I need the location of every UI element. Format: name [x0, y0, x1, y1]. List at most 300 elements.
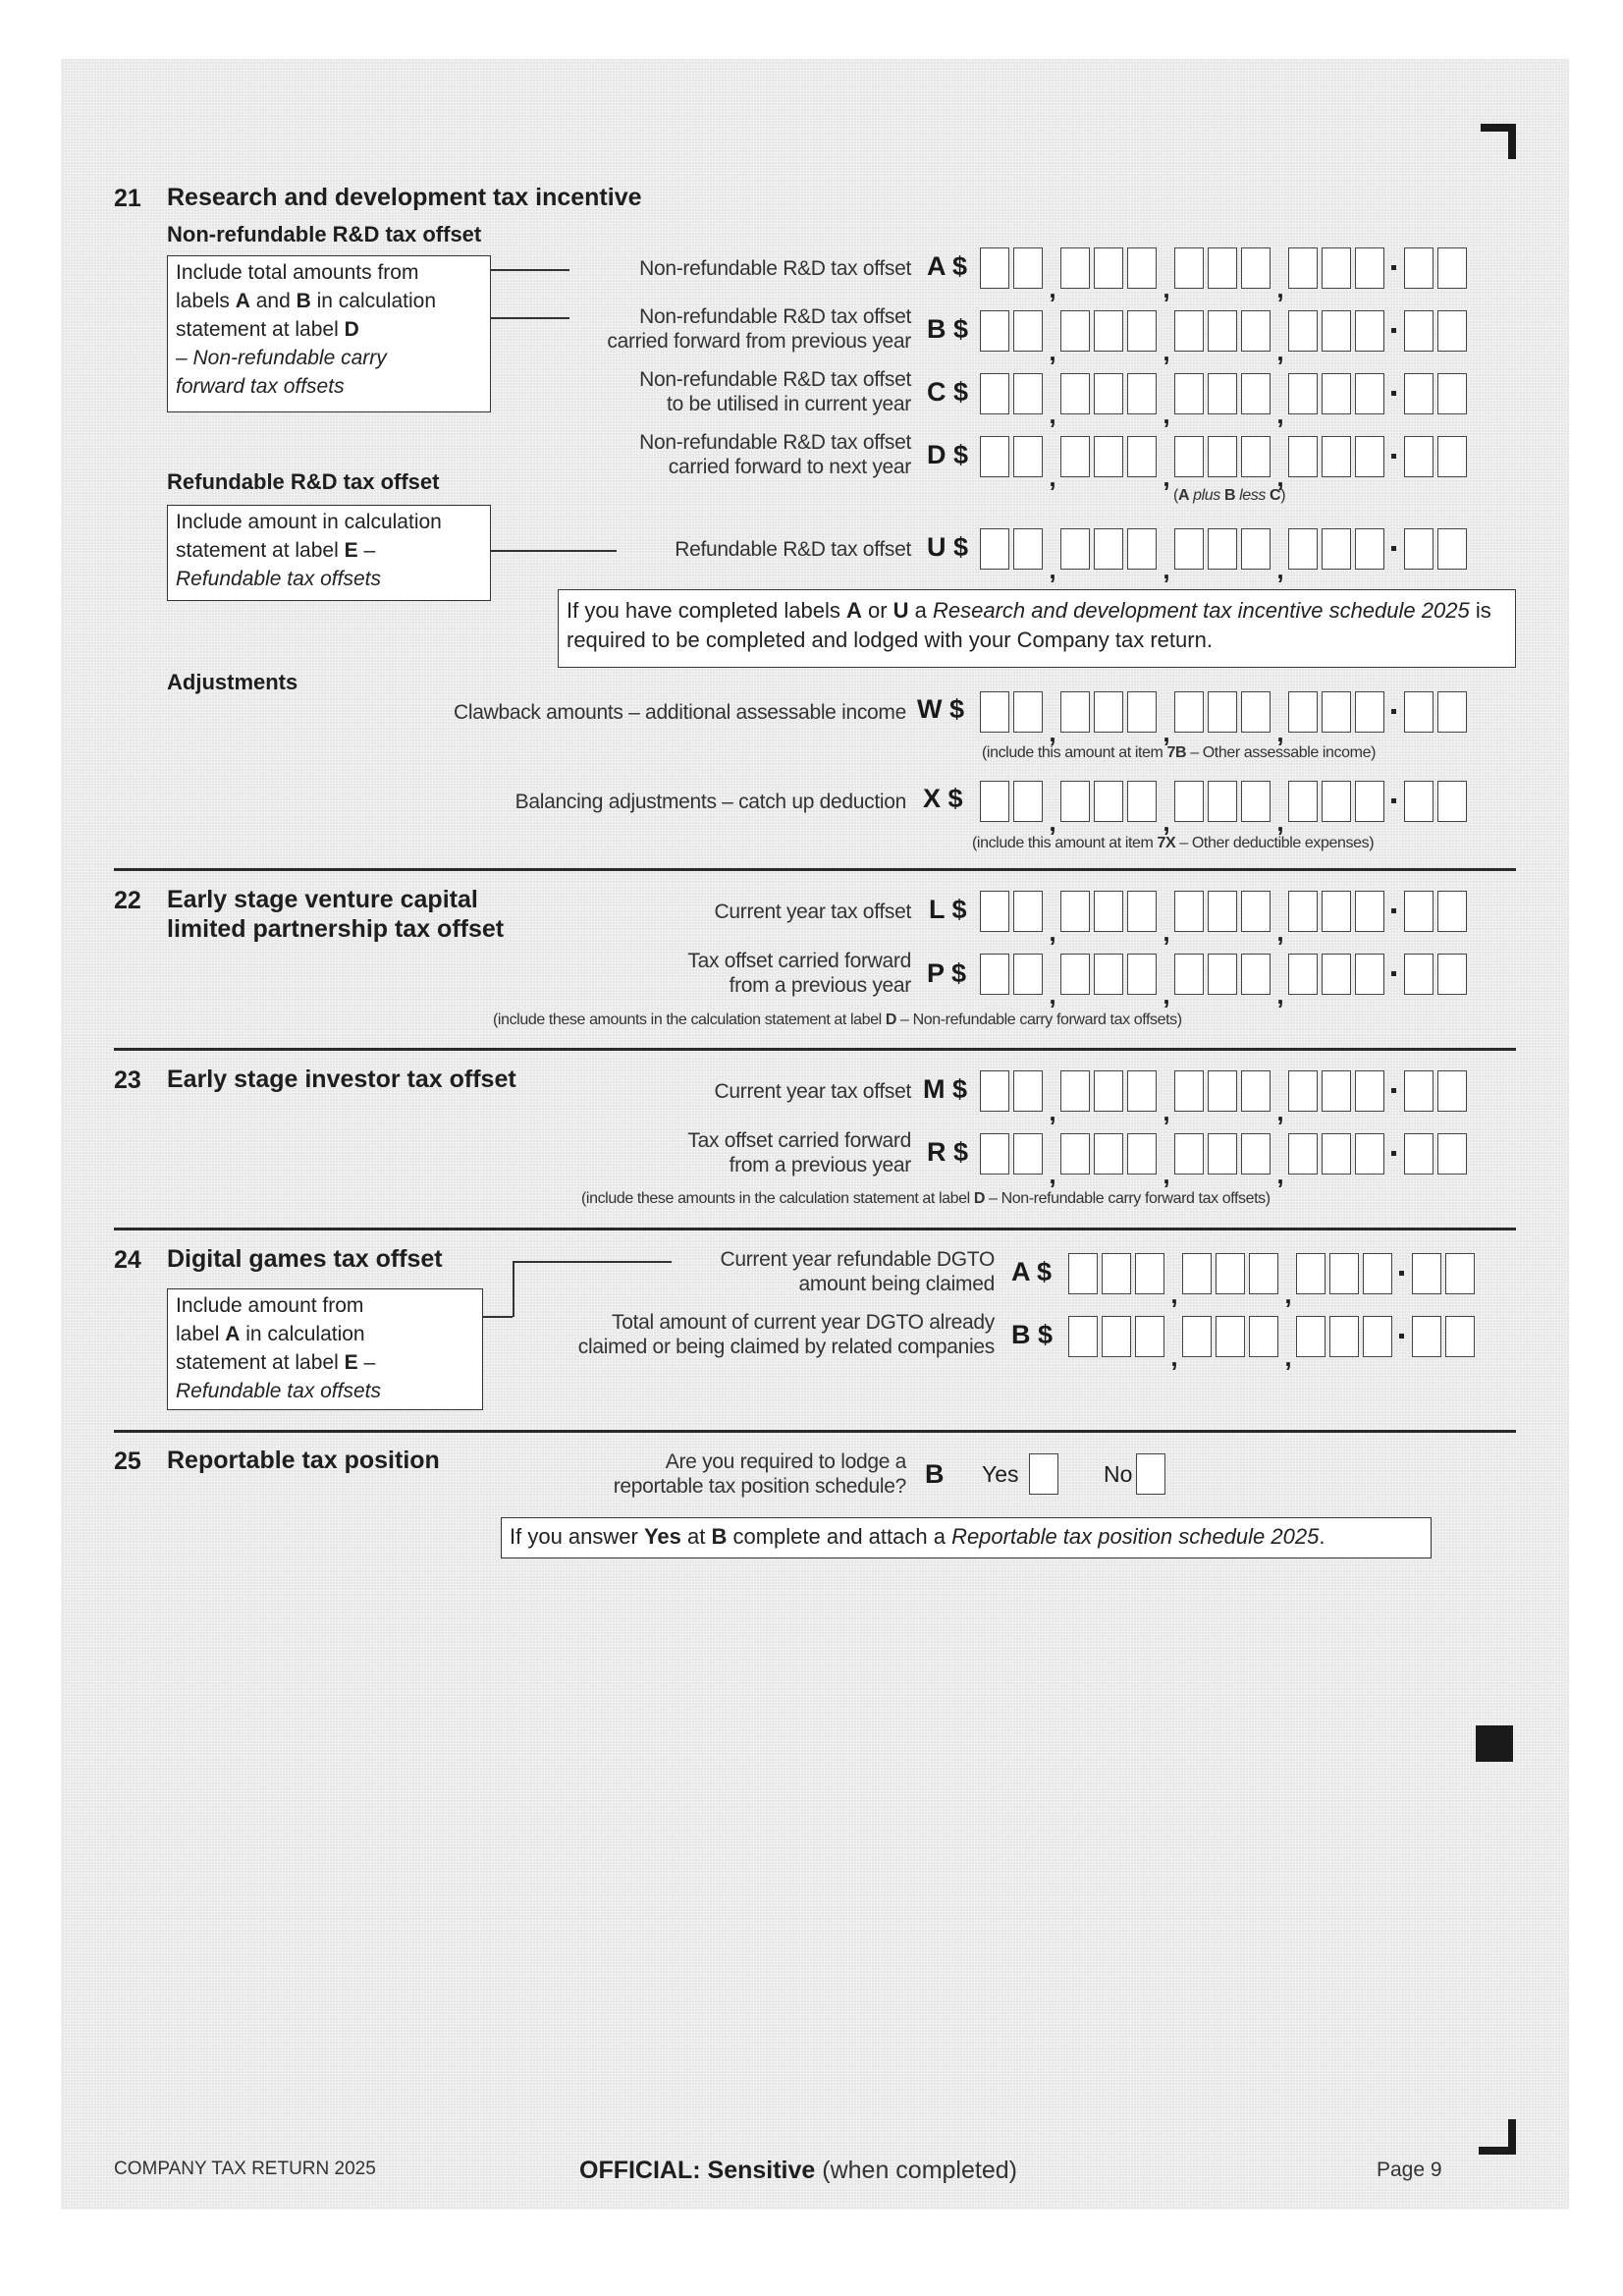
digit-box[interactable] [1174, 373, 1204, 414]
digit-box[interactable] [1174, 247, 1204, 289]
note-line: label A in calculation [176, 1323, 365, 1345]
decimal-point [1388, 781, 1398, 822]
digit-box[interactable] [1322, 954, 1351, 995]
digit-box[interactable] [1208, 247, 1237, 289]
cents-box[interactable] [1412, 1316, 1441, 1357]
field-letter-B: B $ [927, 314, 969, 344]
digit-box[interactable] [1060, 373, 1090, 414]
digit-box[interactable] [1329, 1253, 1359, 1294]
digit-box[interactable] [1296, 1253, 1325, 1294]
digit-box[interactable] [1363, 1253, 1392, 1294]
cents-box[interactable] [1412, 1253, 1441, 1294]
digit-box[interactable] [1127, 891, 1157, 932]
cents-box[interactable] [1437, 310, 1467, 352]
cents-box[interactable] [1404, 436, 1434, 477]
digit-box[interactable] [1127, 691, 1157, 733]
digit-box[interactable] [980, 528, 1009, 570]
digit-box[interactable] [1094, 528, 1123, 570]
digit-box[interactable] [1013, 436, 1043, 477]
digit-box[interactable] [1013, 891, 1043, 932]
digit-box[interactable] [1013, 781, 1043, 822]
digit-box[interactable] [1060, 891, 1090, 932]
digit-box[interactable] [1322, 436, 1351, 477]
field-letter-C: C $ [927, 377, 969, 407]
decimal-point [1388, 891, 1398, 932]
cents-box[interactable] [1437, 373, 1467, 414]
digit-box[interactable] [1355, 247, 1384, 289]
cents-box[interactable] [1404, 954, 1434, 995]
thousands-separator: , [1276, 917, 1284, 947]
cents-box[interactable] [1437, 781, 1467, 822]
digit-box[interactable] [1288, 1133, 1318, 1175]
nonrefundable-instruction-note [167, 255, 491, 412]
thousands-separator: , [1049, 1160, 1056, 1189]
note-line: statement at label D [176, 318, 359, 341]
digit-box[interactable] [1060, 1133, 1090, 1175]
digit-box[interactable] [1322, 1133, 1351, 1175]
thousands-separator: , [1276, 1097, 1284, 1126]
digit-box[interactable] [1013, 1070, 1043, 1112]
digit-box[interactable] [1060, 1070, 1090, 1112]
section-divider [114, 1430, 1516, 1433]
d-formula-hint: (A plus B less C) [1173, 487, 1286, 504]
digit-box[interactable] [1208, 310, 1237, 352]
digit-box[interactable] [980, 691, 1009, 733]
connector-line [491, 550, 617, 552]
nonrefundable-heading: Non-refundable R&D tax offset [167, 222, 482, 246]
digit-box[interactable] [1174, 436, 1204, 477]
footer-form-name: COMPANY TAX RETURN 2025 [114, 2159, 376, 2179]
field-letter-U: U $ [927, 532, 969, 562]
amount-field-R[interactable] [980, 1133, 1471, 1189]
note-line: Include amount from [176, 1294, 364, 1317]
digit-box[interactable] [1288, 954, 1318, 995]
digit-box[interactable] [1322, 781, 1351, 822]
digit-box[interactable] [1208, 436, 1237, 477]
connector-line [491, 317, 569, 319]
thousands-separator: , [1163, 463, 1170, 492]
digit-box[interactable] [1094, 436, 1123, 477]
digit-box[interactable] [1322, 528, 1351, 570]
cents-box[interactable] [1437, 436, 1467, 477]
field-letter-dgto-B: B $ [1011, 1320, 1054, 1349]
digit-box[interactable] [1013, 1133, 1043, 1175]
digit-box[interactable] [1174, 1070, 1204, 1112]
digit-box[interactable] [1060, 528, 1090, 570]
digit-box[interactable] [1322, 691, 1351, 733]
question-title-22: Early stage venture capital limited partnership tax offset [167, 886, 505, 943]
digit-box[interactable] [1208, 954, 1237, 995]
digit-box[interactable] [1355, 891, 1384, 932]
field-label-C: Non-refundable R&D tax offset to be utilised in current year [639, 368, 911, 415]
digit-box[interactable] [1094, 310, 1123, 352]
amount-field-dgto-A[interactable] [1068, 1253, 1479, 1309]
digit-box[interactable] [980, 247, 1009, 289]
thousands-separator: , [1276, 980, 1284, 1010]
thousands-separator: , [1284, 1280, 1292, 1309]
section-divider [114, 1048, 1516, 1051]
adjustments-heading: Adjustments [167, 670, 298, 694]
cents-box[interactable] [1437, 247, 1467, 289]
thousands-separator: , [1049, 274, 1056, 303]
question-number-24: 24 [114, 1246, 141, 1274]
digit-box[interactable] [1355, 1070, 1384, 1112]
question-title-25: Reportable tax position [167, 1447, 440, 1474]
digit-box[interactable] [980, 781, 1009, 822]
digit-box[interactable] [1355, 373, 1384, 414]
thousands-separator: , [1163, 400, 1170, 429]
section-divider [114, 868, 1516, 871]
digit-box[interactable] [1060, 436, 1090, 477]
decimal-point [1388, 436, 1398, 477]
amount-field-L[interactable] [980, 891, 1471, 947]
digit-box[interactable] [1013, 247, 1043, 289]
field-label-X: Balancing adjustments – catch up deduction [514, 791, 906, 813]
field-label-A: Non-refundable R&D tax offset [639, 257, 911, 280]
decimal-point [1388, 691, 1398, 733]
digit-box[interactable] [1355, 954, 1384, 995]
digit-box[interactable] [1127, 247, 1157, 289]
question-number-22: 22 [114, 887, 141, 914]
digit-box[interactable] [1241, 1133, 1271, 1175]
digit-box[interactable] [1208, 373, 1237, 414]
digit-box[interactable] [1208, 781, 1237, 822]
thousands-separator: , [1276, 555, 1284, 584]
digit-box[interactable] [1363, 1316, 1392, 1357]
digit-box[interactable] [1355, 691, 1384, 733]
digit-box[interactable] [1322, 1070, 1351, 1112]
digit-box[interactable] [1094, 781, 1123, 822]
cents-box[interactable] [1437, 1133, 1467, 1175]
digit-box[interactable] [1127, 781, 1157, 822]
w-hint: (include this amount at item 7B – Other assessable income) [982, 744, 1377, 761]
digit-box[interactable] [1174, 954, 1204, 995]
digit-box[interactable] [980, 1133, 1009, 1175]
digit-box[interactable] [1322, 310, 1351, 352]
note-line: Include total amounts from [176, 261, 419, 284]
section-divider [114, 1228, 1516, 1230]
question-number-21: 21 [114, 185, 141, 212]
digit-box[interactable] [1288, 781, 1318, 822]
field-label-M: Current year tax offset [714, 1080, 911, 1103]
thousands-separator: , [1276, 1160, 1284, 1189]
field-label-P: Tax offset carried forward from a previous year [687, 950, 911, 997]
refundable-heading: Refundable R&D tax offset [167, 469, 440, 494]
digit-box[interactable] [1127, 310, 1157, 352]
digit-box[interactable] [1182, 1253, 1212, 1294]
digit-box[interactable] [1127, 1070, 1157, 1112]
thousands-separator: , [1163, 917, 1170, 947]
amount-field-W[interactable] [980, 691, 1471, 747]
question-title-24: Digital games tax offset [167, 1245, 443, 1273]
cents-box[interactable] [1404, 373, 1434, 414]
digit-box[interactable] [1355, 310, 1384, 352]
digit-box[interactable] [1355, 781, 1384, 822]
digit-box[interactable] [1355, 436, 1384, 477]
decimal-point [1388, 310, 1398, 352]
cents-box[interactable] [1437, 528, 1467, 570]
field-letter-W: W $ [917, 694, 965, 724]
digit-box[interactable] [1355, 528, 1384, 570]
x-hint: (include this amount at item 7X – Other deductible expenses) [972, 835, 1375, 851]
digit-box[interactable] [1241, 1070, 1271, 1112]
amount-field-X[interactable] [980, 781, 1471, 837]
yes-label: Yes [982, 1460, 1019, 1487]
cents-box[interactable] [1404, 528, 1434, 570]
dgto-instruction-note [167, 1288, 483, 1410]
digit-box[interactable] [1094, 1133, 1123, 1175]
field-letter-P: P $ [927, 958, 967, 988]
digit-box[interactable] [1094, 373, 1123, 414]
question-number-25: 25 [114, 1448, 141, 1475]
digit-box[interactable] [980, 1070, 1009, 1112]
cents-box[interactable] [1404, 247, 1434, 289]
digit-box[interactable] [1013, 528, 1043, 570]
field-letter-dgto-A: A $ [1011, 1257, 1053, 1286]
thousands-separator: , [1163, 1160, 1170, 1189]
q22-hint: (include these amounts in the calculation statement at label D – Non-refundable carry forward tax offsets) [493, 1011, 1182, 1028]
digit-box[interactable] [1241, 373, 1271, 414]
digit-box[interactable] [1182, 1316, 1212, 1357]
crop-mark-bottom-right [1479, 2147, 1516, 2155]
digit-box[interactable] [1094, 891, 1123, 932]
note-line: labels A and B in calculation [176, 290, 437, 312]
rtp-yes-option[interactable] [982, 1453, 1058, 1495]
q23-hint: (include these amounts in the calculation statement at label D – Non-refundable carry forward tax offsets) [581, 1190, 1271, 1207]
cents-box[interactable] [1404, 1133, 1434, 1175]
digit-box[interactable] [1127, 373, 1157, 414]
digit-box[interactable] [1322, 247, 1351, 289]
cents-box[interactable] [1404, 691, 1434, 733]
field-label-W: Clawback amounts – additional assessable income [454, 701, 906, 724]
rtp-no-option[interactable] [1104, 1453, 1165, 1495]
field-label-U: Refundable R&D tax offset [675, 538, 911, 561]
digit-box[interactable] [1288, 891, 1318, 932]
cents-box[interactable] [1437, 891, 1467, 932]
digit-box[interactable] [1241, 781, 1271, 822]
digit-box[interactable] [1249, 1316, 1278, 1357]
cents-box[interactable] [1404, 891, 1434, 932]
thousands-separator: , [1276, 274, 1284, 303]
thousands-separator: , [1170, 1280, 1178, 1309]
digit-box[interactable] [1355, 1133, 1384, 1175]
thousands-separator: , [1163, 274, 1170, 303]
decimal-point [1388, 373, 1398, 414]
digit-box[interactable] [1060, 691, 1090, 733]
thousands-separator: , [1049, 555, 1056, 584]
note-line: Include amount in calculation [176, 511, 442, 533]
cents-box[interactable] [1404, 781, 1434, 822]
field-letter-X: X $ [923, 784, 963, 813]
cents-box[interactable] [1437, 691, 1467, 733]
note-line: Refundable tax offsets [176, 1380, 381, 1402]
digit-box[interactable] [1068, 1316, 1098, 1357]
digit-box[interactable] [1135, 1253, 1164, 1294]
thousands-separator: , [1049, 400, 1056, 429]
note-line: Refundable tax offsets [176, 568, 381, 590]
connector-line [513, 1261, 514, 1317]
digit-box[interactable] [1068, 1253, 1098, 1294]
thousands-separator: , [1049, 917, 1056, 947]
yes-checkbox[interactable] [1029, 1453, 1058, 1495]
amount-field-B[interactable] [980, 310, 1471, 366]
digit-box[interactable] [1322, 891, 1351, 932]
rd-schedule-note: If you have completed labels A or U a Research and development tax incentive schedule 2025 is required to be completed and lodged with your Company tax return. [558, 589, 1516, 668]
thousands-separator: , [1049, 980, 1056, 1010]
field-letter-rtp-B: B [925, 1459, 945, 1489]
field-letter-R: R $ [927, 1137, 969, 1167]
no-label: No [1104, 1460, 1133, 1487]
connector-line [513, 1261, 672, 1263]
cents-box[interactable] [1445, 1253, 1475, 1294]
decimal-point [1388, 954, 1398, 995]
amount-field-D[interactable] [980, 436, 1471, 492]
thousands-separator: , [1276, 718, 1284, 747]
digit-box[interactable] [1241, 310, 1271, 352]
digit-box[interactable] [1013, 310, 1043, 352]
digit-box[interactable] [980, 373, 1009, 414]
digit-box[interactable] [1060, 310, 1090, 352]
amount-field-P[interactable] [980, 954, 1471, 1010]
thousands-separator: , [1170, 1342, 1178, 1372]
note-line: – Non-refundable carry [176, 347, 387, 369]
thousands-separator: , [1049, 1097, 1056, 1126]
digit-box[interactable] [1288, 247, 1318, 289]
amount-field-A[interactable] [980, 247, 1471, 303]
digit-box[interactable] [1127, 528, 1157, 570]
digit-box[interactable] [1127, 954, 1157, 995]
cents-box[interactable] [1404, 1070, 1434, 1112]
digit-box[interactable] [1241, 436, 1271, 477]
decimal-point [1388, 528, 1398, 570]
digit-box[interactable] [980, 436, 1009, 477]
field-letter-D: D $ [927, 440, 969, 469]
digit-box[interactable] [1322, 373, 1351, 414]
digit-box[interactable] [980, 310, 1009, 352]
digit-box[interactable] [1094, 247, 1123, 289]
amount-field-dgto-B[interactable] [1068, 1316, 1479, 1372]
digit-box[interactable] [1013, 373, 1043, 414]
no-checkbox[interactable] [1136, 1453, 1165, 1495]
footer-page-number: Page 9 [1377, 2159, 1442, 2181]
note-line: statement at label E – [176, 539, 376, 562]
digit-box[interactable] [1102, 1316, 1131, 1357]
digit-box[interactable] [1174, 891, 1204, 932]
digit-box[interactable] [1174, 691, 1204, 733]
digit-box[interactable] [1127, 436, 1157, 477]
decimal-point [1388, 247, 1398, 289]
thousands-separator: , [1276, 400, 1284, 429]
field-label-L: Current year tax offset [714, 901, 911, 923]
digit-box[interactable] [1296, 1316, 1325, 1357]
thousands-separator: , [1276, 807, 1284, 837]
digit-box[interactable] [1013, 954, 1043, 995]
digit-box[interactable] [1288, 373, 1318, 414]
digit-box[interactable] [1249, 1253, 1278, 1294]
digit-box[interactable] [1174, 781, 1204, 822]
cents-box[interactable] [1404, 310, 1434, 352]
digit-box[interactable] [980, 954, 1009, 995]
thousands-separator: , [1049, 718, 1056, 747]
digit-box[interactable] [1241, 691, 1271, 733]
digit-box[interactable] [1241, 528, 1271, 570]
connector-line [483, 1316, 513, 1318]
field-label-dgto-A: Current year refundable DGTO amount being claimed [720, 1248, 995, 1295]
digit-box[interactable] [1094, 1070, 1123, 1112]
question-number-23: 23 [114, 1066, 141, 1094]
question-title-21: Research and development tax incentive [167, 184, 642, 211]
digit-box[interactable] [1241, 247, 1271, 289]
digit-box[interactable] [1174, 1133, 1204, 1175]
digit-box[interactable] [1102, 1253, 1131, 1294]
thousands-separator: , [1163, 555, 1170, 584]
digit-box[interactable] [1208, 1133, 1237, 1175]
amount-field-U[interactable] [980, 528, 1471, 584]
cents-box[interactable] [1437, 954, 1467, 995]
digit-box[interactable] [1094, 954, 1123, 995]
digit-box[interactable] [1127, 1133, 1157, 1175]
rtp-question-label: Are you required to lodge a reportable tax position schedule? [613, 1450, 906, 1498]
digit-box[interactable] [1174, 528, 1204, 570]
digit-box[interactable] [1241, 891, 1271, 932]
digit-box[interactable] [1288, 310, 1318, 352]
digit-box[interactable] [1135, 1316, 1164, 1357]
digit-box[interactable] [1174, 310, 1204, 352]
digit-box[interactable] [1288, 436, 1318, 477]
digit-box[interactable] [1208, 891, 1237, 932]
thousands-separator: , [1284, 1342, 1292, 1372]
digit-box[interactable] [1208, 691, 1237, 733]
digit-box[interactable] [1208, 1070, 1237, 1112]
amount-field-C[interactable] [980, 373, 1471, 429]
registration-square [1476, 1725, 1513, 1762]
digit-box[interactable] [1208, 528, 1237, 570]
decimal-point [1396, 1253, 1406, 1294]
field-letter-L: L $ [929, 895, 967, 924]
refundable-instruction-note [167, 505, 491, 601]
digit-box[interactable] [980, 891, 1009, 932]
thousands-separator: , [1163, 1097, 1170, 1126]
question-title-23: Early stage investor tax offset [167, 1066, 516, 1093]
thousands-separator: , [1276, 337, 1284, 366]
digit-box[interactable] [1241, 954, 1271, 995]
amount-field-M[interactable] [980, 1070, 1471, 1126]
thousands-separator: , [1049, 807, 1056, 837]
decimal-point [1388, 1070, 1398, 1112]
thousands-separator: , [1163, 807, 1170, 837]
digit-box[interactable] [1216, 1253, 1245, 1294]
digit-box[interactable] [1060, 954, 1090, 995]
field-letter-A: A $ [927, 251, 968, 281]
note-line: statement at label E – [176, 1351, 376, 1374]
cents-box[interactable] [1437, 1070, 1467, 1112]
thousands-separator: , [1049, 463, 1056, 492]
cents-box[interactable] [1445, 1316, 1475, 1357]
digit-box[interactable] [1329, 1316, 1359, 1357]
field-letter-M: M $ [923, 1074, 968, 1104]
digit-box[interactable] [1288, 691, 1318, 733]
digit-box[interactable] [1094, 691, 1123, 733]
digit-box[interactable] [1288, 1070, 1318, 1112]
field-label-dgto-B: Total amount of current year DGTO already claimed or being claimed by related companies [577, 1311, 995, 1358]
thousands-separator: , [1163, 718, 1170, 747]
footer-classification: OFFICIAL: Sensitive (when completed) [579, 2157, 1017, 2184]
digit-box[interactable] [1216, 1316, 1245, 1357]
digit-box[interactable] [1013, 691, 1043, 733]
digit-box[interactable] [1060, 781, 1090, 822]
digit-box[interactable] [1288, 528, 1318, 570]
digit-box[interactable] [1060, 247, 1090, 289]
